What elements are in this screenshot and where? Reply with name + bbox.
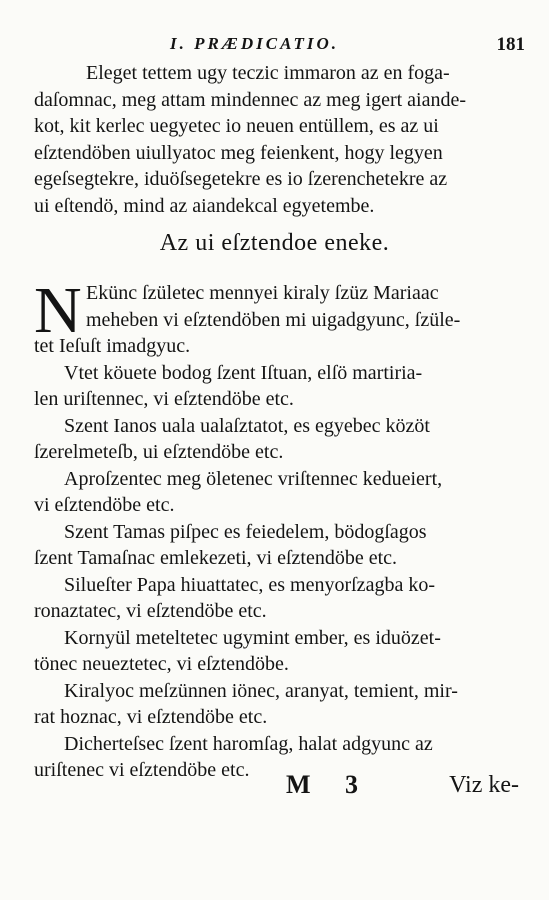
verse-line: Szent Ianos uala ualaſztatot, es egyebec közöt (64, 414, 430, 437)
verse-line: len uriſtennec, vi eſztendöbe etc. (34, 388, 294, 410)
verse-line: Vtet köuete bodog ſzent Iſtuan, elſö martiria- (64, 361, 423, 384)
verse-line: ſzerelmeteſb, ui eſztendöbe etc. (34, 441, 284, 463)
signature-mark: M 3 (286, 770, 373, 799)
verse-line: tet Ieſuſt imadgyuc. (34, 335, 191, 357)
page-number: 181 (496, 34, 525, 55)
text-line: daſomnac, meg attam mindennec az meg igert aiande- (34, 88, 467, 111)
verse-line: Dicherteſsec ſzent haromſag, halat adgyunc az (64, 732, 433, 755)
verse-line: vi eſztendöbe etc. (34, 494, 175, 516)
catchword: Viz ke- (449, 772, 519, 798)
song-title: Az ui eſztendoe eneke. (159, 230, 390, 256)
text-line: egeſsegtekre, iduöſsegetekre es io ſzerenchetekre az (34, 168, 448, 190)
verse-line: ſzent Tamaſnac emlekezeti, vi eſztendöbe etc. (34, 547, 398, 569)
verse-line: uriſtenec vi eſztendöbe etc. (34, 759, 250, 781)
text-line: kot, kit kerlec uegyetec io neuen entüllem, es az ui (34, 115, 439, 137)
drop-capital: N (34, 274, 82, 347)
verse-line: meheben vi eſztendöben mi uigadgyunc, ſzüle- (86, 308, 461, 331)
text-line: ui eſtendö, mind az aiandekcal egyetembe. (34, 194, 375, 217)
verse-line: tönec neueztetec, vi eſztendöbe. (34, 653, 289, 675)
song-text (34, 274, 519, 784)
verse-line: Aproſzentec meg öletenec vriſtennec kedueiert, (64, 467, 443, 490)
text-line: eſztendöben uiullyatoc meg feienkent, hogy legyen (34, 141, 443, 164)
closing-paragraph (34, 60, 519, 219)
verse-line: Szent Tamas piſpec es feiedelem, bödogſagos (64, 520, 427, 543)
verse-line: rat hoznac, vi eſztendöbe etc. (34, 706, 268, 728)
verse-line: Kornyül meteltetec ugymint ember, es iduözet- (64, 626, 441, 649)
text-line: Eleget tettem ugy teczic immaron az en foga- (86, 62, 450, 84)
verse-line: Kiralyoc meſzünnen iönec, aranyat, temient, mir- (64, 679, 458, 702)
verse-line: Silueſter Papa hiuattatec, es menyorſzagba ko- (64, 573, 435, 596)
verse-line: ronaztatec, vi eſztendöbe etc. (34, 600, 267, 622)
page-footer (34, 770, 519, 806)
page-header (40, 34, 525, 58)
verse-line: Ekünc ſzületec mennyei kiraly ſzüz Mariaac (86, 282, 439, 304)
running-title: I. PRÆDICATIO. (170, 34, 340, 53)
